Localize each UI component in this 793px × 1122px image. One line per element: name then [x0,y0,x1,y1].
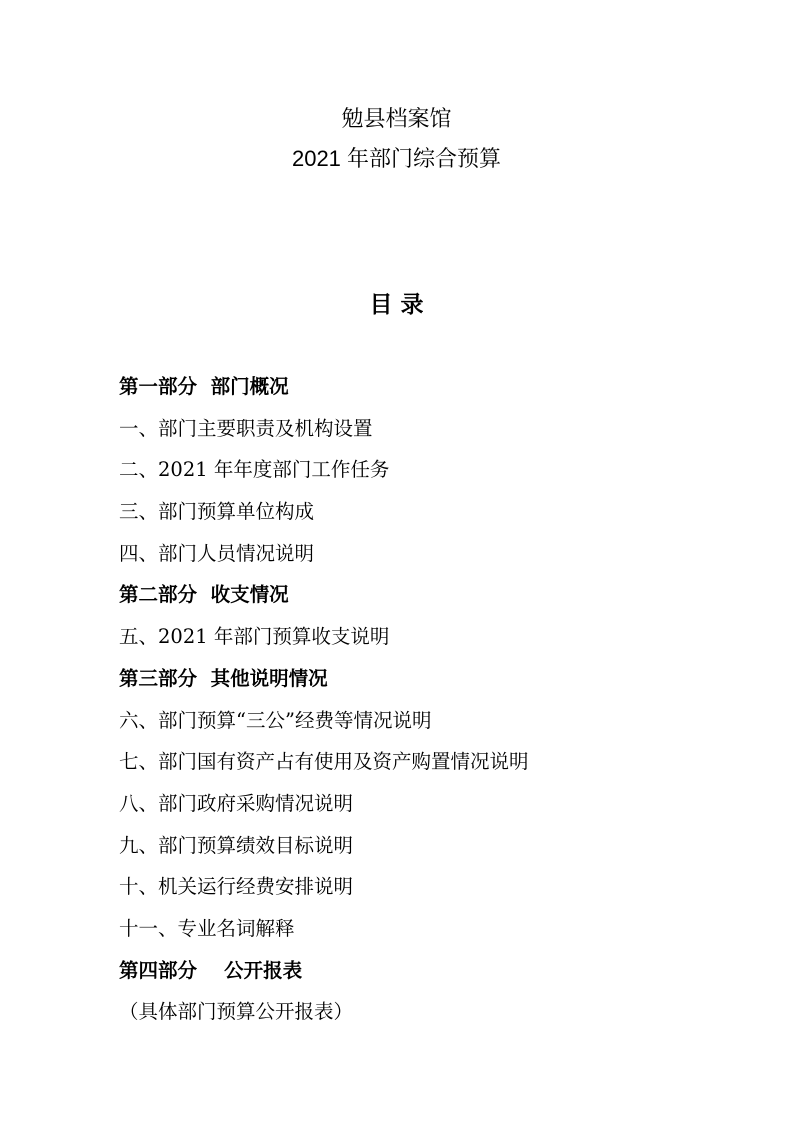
toc-entry-1: 一、部门主要职责及机构设置 [119,416,373,440]
toc-entry-8: 八、部门政府采购情况说明 [119,791,354,815]
document-subtitle: 2021 年部门综合预算 [291,146,502,171]
toc-entry-6: 六、部门预算“三公”经费等情况说明 [119,708,432,732]
toc-entry-5: 五、2021 年部门预算收支说明 [119,625,390,649]
toc-entry-11: 十一、专业名词解释 [119,916,295,940]
toc-part-1: 第一部分 部门概况 [119,375,289,398]
toc-entry-2: 二、2021 年年度部门工作任务 [119,458,390,482]
toc-entry-9: 九、部门预算绩效目标说明 [119,833,354,857]
toc-part-3: 第三部分 其他说明情况 [119,666,328,690]
toc-entry-4: 四、部门人员情况说明 [119,541,315,565]
toc-heading: 目 录 [369,292,424,318]
toc-entry-7: 七、部门国有资产占有使用及资产购置情况说明 [119,750,529,774]
toc-entry-10: 十、机关运行经费安排说明 [119,875,354,899]
table-of-contents [119,372,529,1039]
toc-entry-3: 三、部门预算单位构成 [119,500,315,524]
toc-part-2: 第二部分 收支情况 [119,583,289,607]
toc-entry-note: （具体部门预算公开报表） [119,1000,354,1024]
toc-part-4: 第四部分 公开报表 [119,958,303,982]
document-title: 勉县档案馆 [341,106,452,131]
